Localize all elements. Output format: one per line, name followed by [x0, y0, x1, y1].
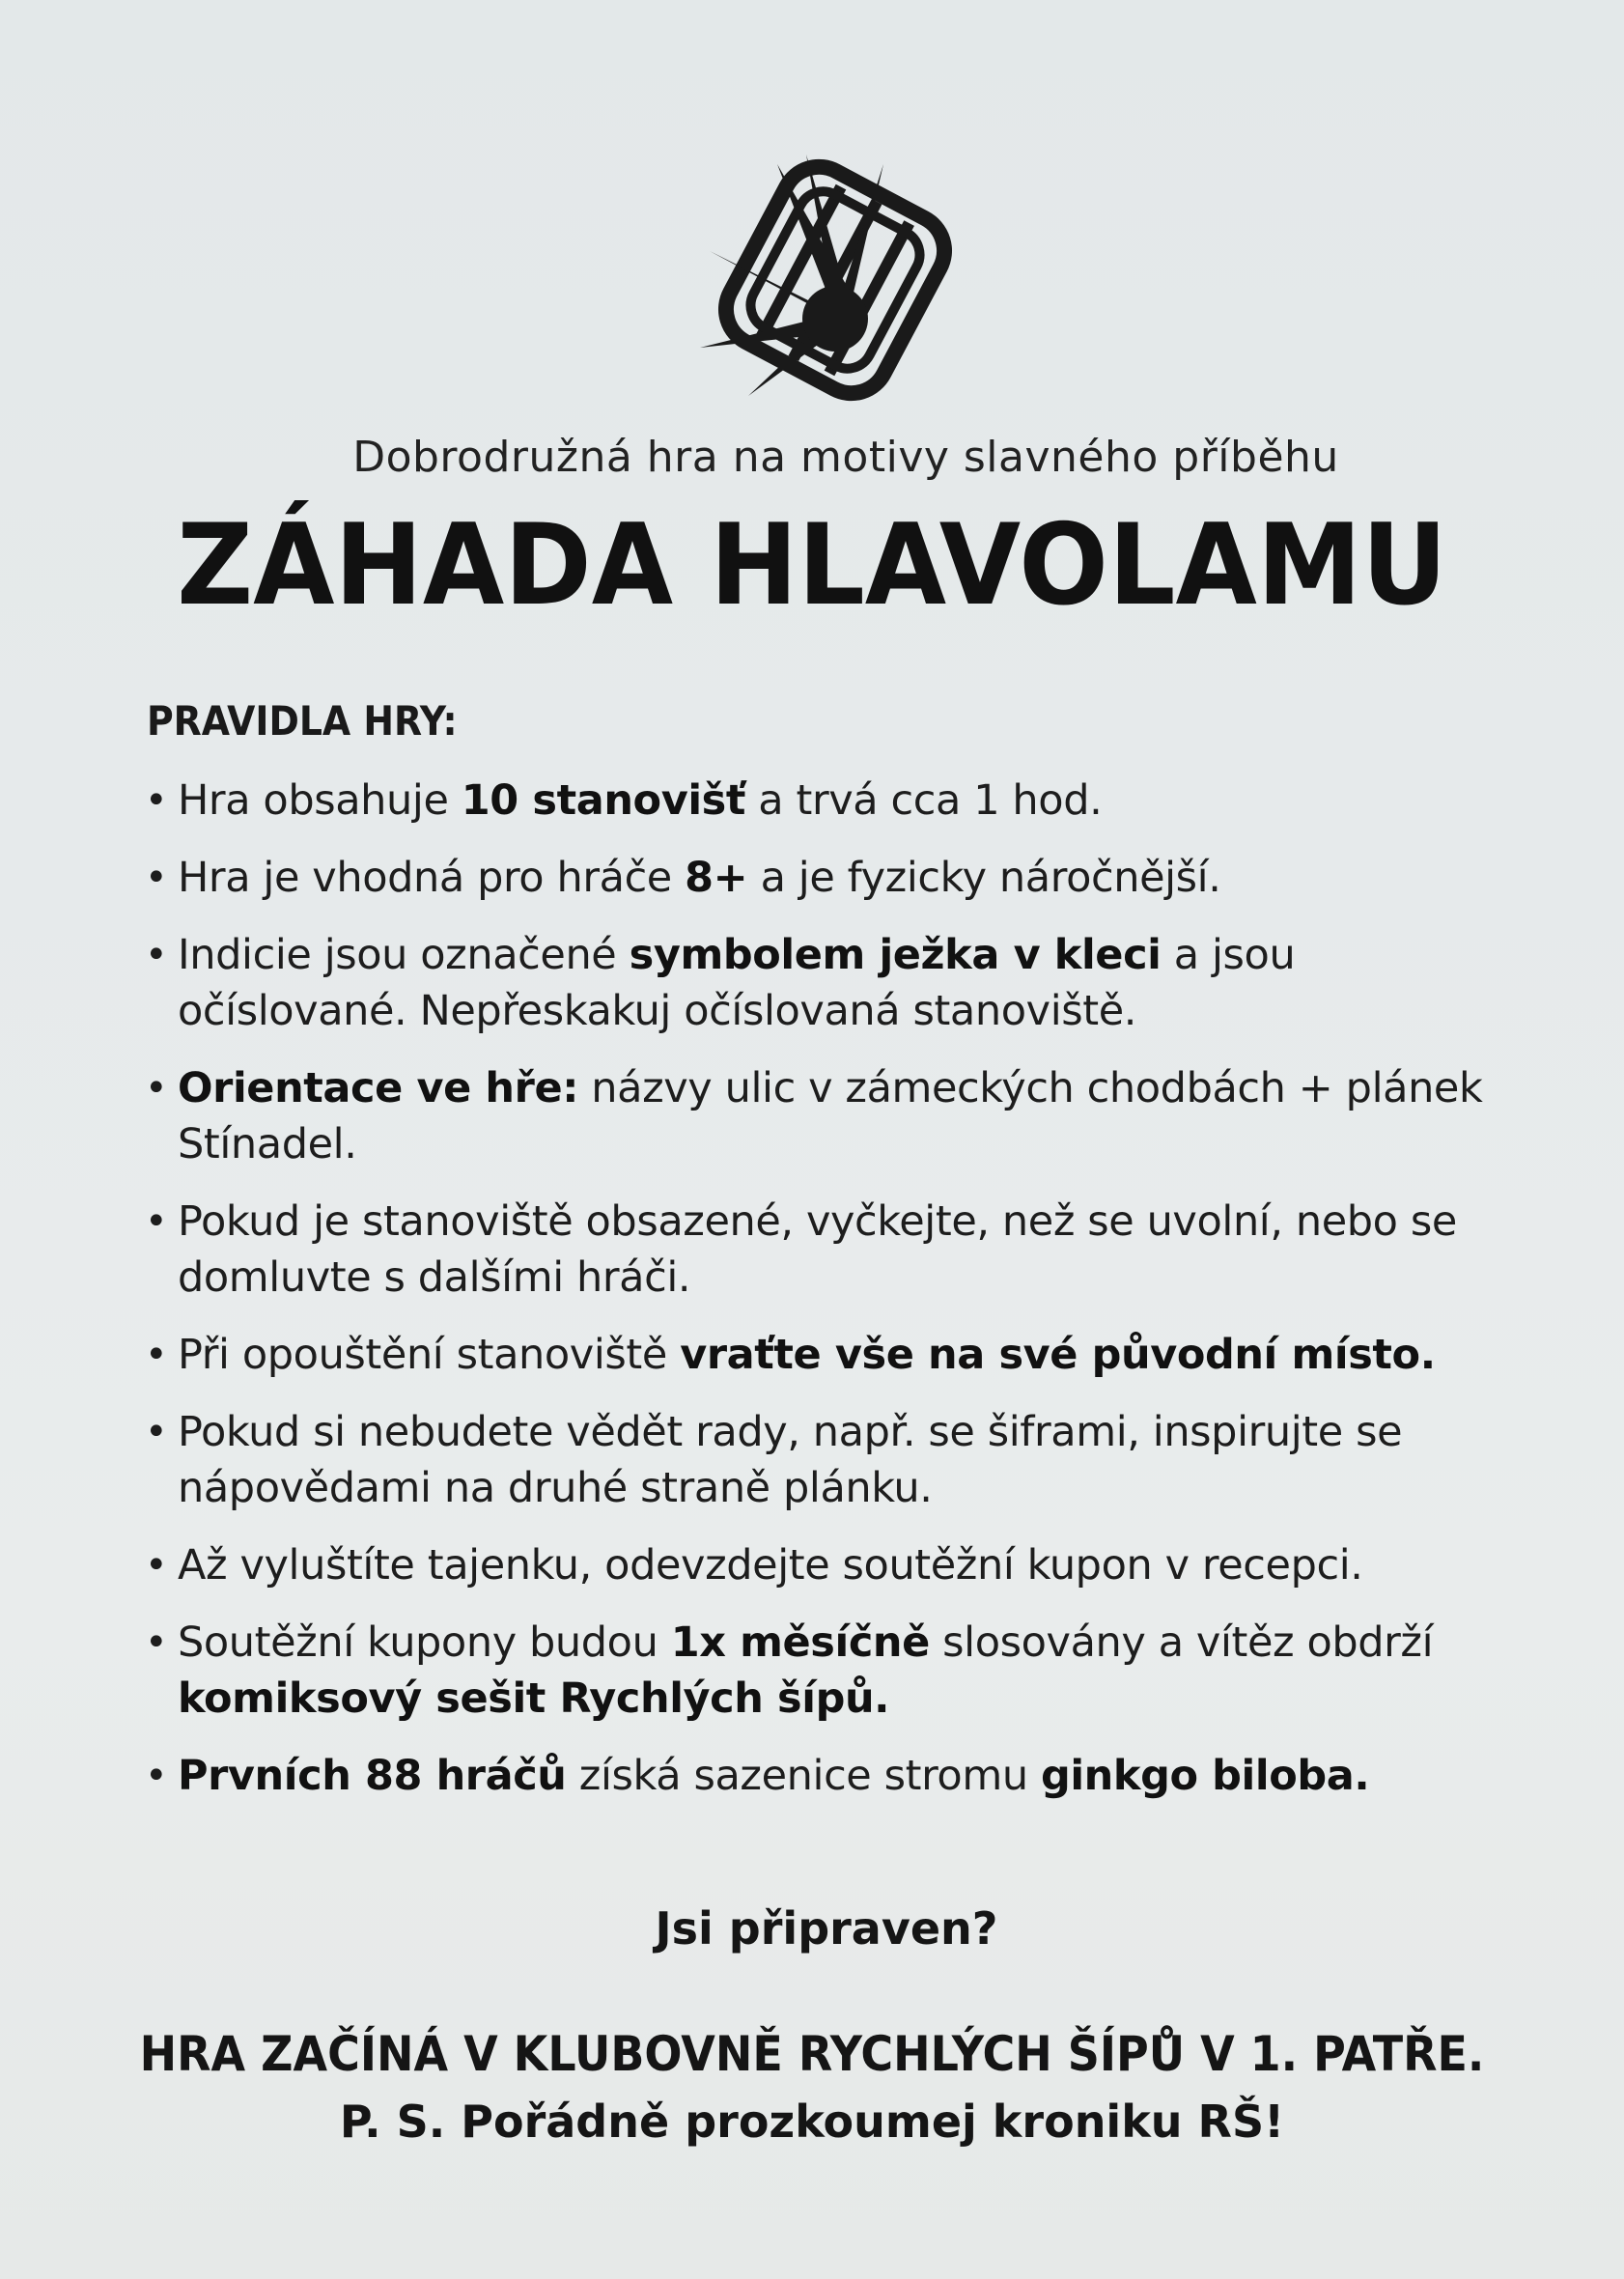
rule-emphasis: 1x měsíčně: [670, 1618, 930, 1667]
rule-emphasis: vraťte vše na své původní místo.: [680, 1331, 1436, 1379]
rule-text: názvy ulic v zámeckých chodbách + plánek Stínadel.: [178, 1064, 1483, 1168]
rule-item: [145, 850, 1497, 906]
rule-item: [145, 1060, 1497, 1172]
rule-emphasis: 8+: [685, 854, 748, 902]
rule-item: [145, 1537, 1497, 1593]
rule-emphasis: ginkgo biloba.: [1040, 1752, 1370, 1800]
rule-item: [145, 927, 1497, 1039]
question-text: Jsi připraven?: [655, 1902, 998, 1955]
rule-emphasis: 10 stanovišť: [461, 776, 746, 825]
rule-emphasis: Prvních 88 hráčů: [178, 1752, 567, 1800]
rule-text: a jsou očíslované. Nepřeskakuj očíslovaná stanoviště.: [178, 931, 1296, 1035]
rule-text: Hra obsahuje: [178, 776, 462, 825]
rules-heading: PRAVIDLA HRY:: [147, 697, 458, 745]
rules-list: [145, 773, 1497, 1825]
rule-text: Indicie jsou označené: [178, 931, 630, 979]
rule-item: [145, 1194, 1497, 1306]
rule-text: Při opouštění stanoviště: [178, 1331, 681, 1379]
rule-emphasis: Orientace ve hře:: [178, 1064, 579, 1112]
rule-text: Pokud je stanoviště obsazené, vyčkejte, než se uvolní, nebo se domluvte s dalšími hráči.: [178, 1197, 1457, 1302]
rule-text: slosovány a vítěz obdrží: [929, 1618, 1434, 1667]
rule-text: a trvá cca 1 hod.: [745, 776, 1103, 825]
rule-item: [145, 1404, 1497, 1516]
rule-text: Hra je vhodná pro hráče: [178, 854, 686, 902]
rule-item: [145, 773, 1497, 829]
page-title: ZÁHADA HLAVOLAMU: [177, 500, 1447, 631]
rule-item: [145, 1615, 1497, 1727]
hedgehog-in-cage-icon: [690, 145, 980, 415]
start-location-text: HRA ZAČÍNÁ V KLUBOVNĚ RYCHLÝCH ŠÍPŮ V 1. PATŘE.: [139, 2026, 1485, 2082]
subtitle: Dobrodružná hra na motivy slavného příběhu: [352, 433, 1339, 482]
rule-text: Pokud si nebudete vědět rady, např. se šiframi, inspirujte se nápovědami na druhé straně plánku.: [178, 1408, 1403, 1512]
rule-emphasis: komiksový sešit Rychlých šípů.: [178, 1674, 890, 1723]
rule-text: Soutěžní kupony budou: [178, 1618, 671, 1667]
rule-text: získá sazenice stromu: [566, 1752, 1041, 1800]
postscript-text: P. S. Pořádně prozkoumej kroniku RŠ!: [339, 2096, 1285, 2148]
rule-text: a je fyzicky náročnější.: [747, 854, 1221, 902]
rule-emphasis: symbolem ježka v kleci: [629, 931, 1162, 979]
rule-item: [145, 1327, 1497, 1383]
rule-text: Až vyluštíte tajenku, odevzdejte soutěžní kupon v recepci.: [178, 1541, 1363, 1590]
rule-item: [145, 1748, 1497, 1804]
